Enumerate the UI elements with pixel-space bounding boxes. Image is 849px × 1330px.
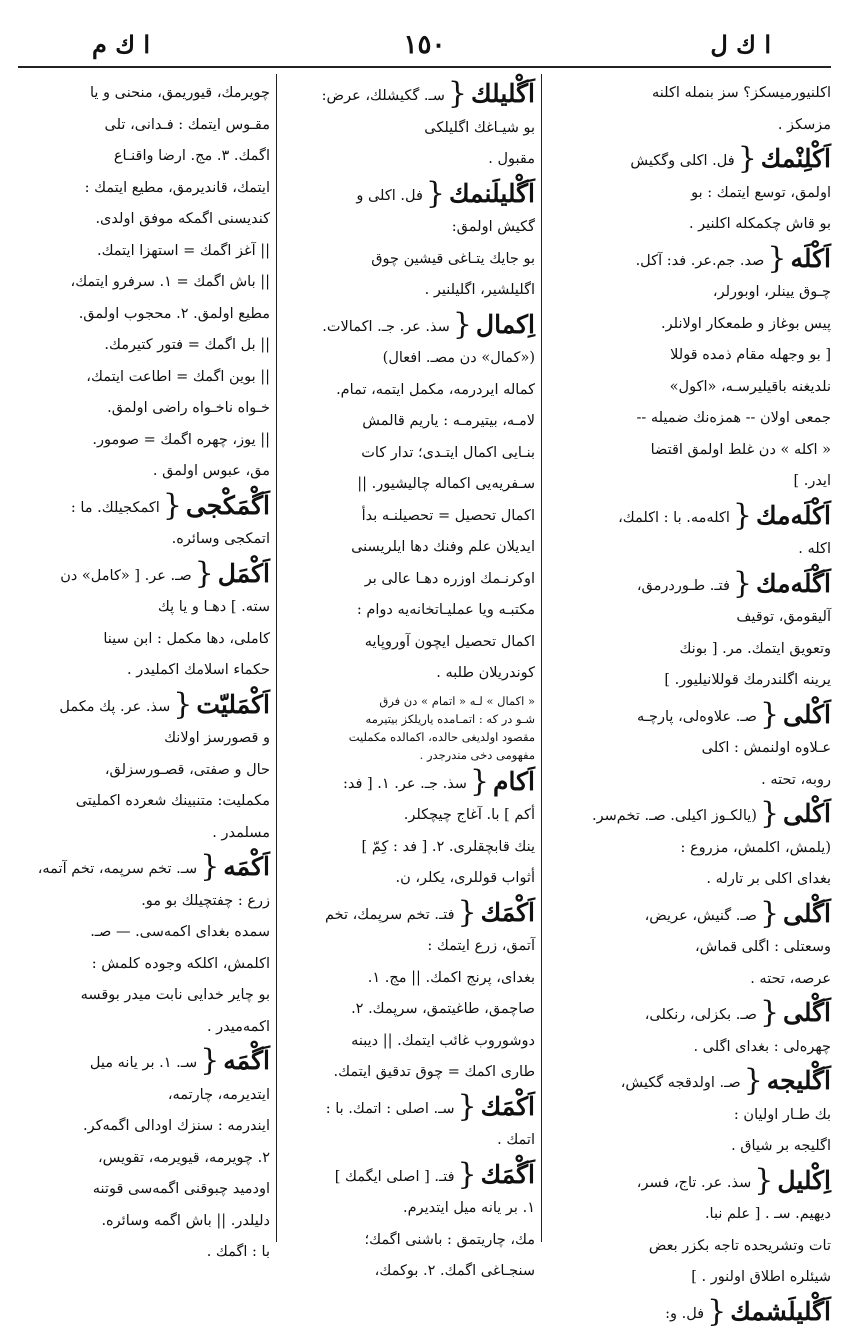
definition-line: ينك قابچقلرى. ٢. [ فد : كِمّ ] [362,839,535,855]
header-rule [18,66,831,68]
headword: اَكام [493,767,535,796]
definition-line: حال و صفتى، قصـورسزلق، [105,762,270,778]
dictionary-entry [18,490,270,556]
brace-mark: { [470,764,489,799]
brace-mark: { [195,556,214,591]
definition-line: فتـ. طـوردرمق، [637,578,730,594]
brace-mark: { [458,1157,477,1192]
definition-line: چـوق يينلر، اوبورلر، [713,284,831,300]
definition-line: كنديسنى اگمكه موفق اولدى. [95,211,270,227]
definition-line: || آغز اگمك = استهزا ايتمك. [97,243,270,259]
definition-line: اتمكجى وسائره. [172,531,270,547]
definition-line: مكمليت: متنبينك شعرده اكمليتى [76,793,270,809]
usage-note [283,692,535,764]
dictionary-entry [548,500,831,566]
dictionary-entry [18,558,270,687]
brace-mark: { [760,995,779,1030]
brace-mark: { [163,488,182,523]
definition-line: آليقومق، توقيف [736,609,831,625]
column-divider [541,74,542,1242]
definition-line: اكله‌مه. با : اكلمك، [618,510,730,526]
definition-line: جمعى اولان -- همزه‌نك ضميله -- [636,410,831,426]
definition-line: ايتديرمه، چارتمه، [168,1087,270,1103]
brace-mark: { [707,1294,726,1329]
definition-line: تات وتشريحده تاجه بكزر بعض [649,1238,831,1254]
brace-mark: { [458,895,477,930]
definition-line: بو جايك يتـاغى قيشين چوق [371,251,535,267]
definition-line: سذ. عر. پك مكمل [59,699,170,715]
definition-line: زرع : چفتچيلك بو مو. [141,893,270,909]
definition-line: چهره‌لى : بغداى اگلى . [693,1039,831,1055]
column-left [18,78,270,1248]
headword: اِكمال [476,310,535,339]
definition-line: ايتمك، قانديرمق، مطيع ايتمك : [85,180,270,196]
definition-line: فل. و: [665,1306,704,1322]
definition-line: [ بو وجهله مقام ذمده قوللا [670,347,831,363]
brace-mark: { [760,697,779,732]
dictionary-entry [18,689,270,850]
brace-mark: { [173,687,192,722]
definition-line: أكم ] با. آغاج چيچكلر. [404,807,535,823]
definition-line: || بل اگمك = فتور كتيرمك. [104,337,270,353]
headword: اَكْمَك [481,898,535,927]
definition-line: سـ. اصلى : اتمك. با : [326,1101,455,1117]
definition-line: شيئلره اطلاق اولنور . ] [691,1269,831,1285]
header-guide-word-right: ا ك ل [710,30,771,59]
dictionary-entry [283,78,535,176]
definition-line: روبه، تحته . [761,772,831,788]
dictionary-entry [283,1159,535,1288]
headword: اَكْمَك [481,1092,535,1121]
headword: اَكْمَليّت [196,690,270,719]
brace-mark: { [767,241,786,276]
definition-line: اكمال تحصيل ايچون آوروپايه [365,634,535,650]
definition-line: فل. اكلى وگكيش [630,153,734,169]
dictionary-entry [548,699,831,797]
headword: اَگْلى [783,899,831,928]
headword: اَگْمَكْجى [186,491,270,520]
headword: اَگْليلك [471,79,535,108]
definition-line: اگمك. ٣. مج. ارضا واقنـاع [114,148,270,164]
definition-line: اكلنيورميسكز؟ سز بنمله اكلنه‌ [652,85,831,101]
definition-line: حكماء اسلامك اكمليدر . [127,662,270,678]
definition-line: سنجـاغى اگمك. ٢. بوكمك، [375,1263,535,1279]
definition-line: گكيش اولمق: [452,219,535,235]
definition-line: فل. اكلى و [356,188,423,204]
definition-line: كاملى، دها مكمل : ابن سينا [103,631,270,647]
definition-line: || باش اگمك = ١. سرفرو ايتمك، [71,274,270,290]
dictionary-entry [283,766,535,895]
dictionary-entry [548,1165,831,1294]
dictionary-entry [548,1296,831,1330]
definition-line: آتمق، زرع ايتمك : [427,938,535,954]
dictionary-entry [548,243,831,498]
definition-line: سذ. عر. تاج، فسر، [637,1175,752,1191]
page-header [18,22,831,68]
definition-line: « اكمال » لـه « اتمام » دن فرق [379,694,535,708]
brace-mark: { [426,176,445,211]
definition-line: با : اگمك . [207,1244,270,1260]
definition-line: فتـ. تخم سرپمك، تخم [325,907,455,923]
headword: اَكْمَل [218,559,270,588]
definition-line: مقبول . [488,151,535,167]
dictionary-entry [18,851,270,1043]
headword: اَكْلِنْمك [761,144,831,173]
definition-line: صـ. گنيش، عريض، [645,908,757,924]
dictionary-entry [548,568,831,697]
header-guide-word-left: ا ك م [92,30,150,59]
definition-line: مفهومى دخى مندرجدر . [420,748,535,762]
definition-line: لامـه، بيتيرمـه : ياريم قالمش [362,413,535,429]
headword: اَگْلى [783,998,831,1027]
definition-line: وسعتلى : اگلى قماش، [695,939,831,955]
headword: اَگْمَه [223,1046,270,1075]
definition-line: نلديغنه باقيليرسـه، «اكول» [670,379,831,395]
definition-line: بك طـار اوليان : [734,1107,831,1123]
definition-line: بو شيـاغك اگليلكى [424,120,535,136]
definition-line: اگليجه بر شياق . [731,1138,831,1154]
brace-mark: { [733,566,752,601]
definition-line: صـ. اولدقجه گكيش، [621,1075,741,1091]
dictionary-entry [548,143,831,241]
definition-line: ٢. چويرمه، قيويرمه، تقويس، [98,1150,270,1166]
brace-mark: { [760,796,779,831]
definition-line: صـ. علاوه‌لى، پارچـه [637,709,757,725]
definition-line: صـ. عر. [ «كامل» دن [60,568,191,584]
definition-line: بو چاير خدايى نابت ميدر بوقسه [81,987,270,1003]
headword: اَكْلَه [790,244,831,273]
definition-line: وتعويق ايتمك. مر. [ بونك [679,641,831,657]
definition-line: مطيع اولمق. ٢. محجوب اولمق. [79,306,270,322]
definition-line: اوكرنـمك اوزره دهـا عالى بر [365,571,535,587]
column-middle [283,78,535,1248]
headword: اَكْمَه [223,852,270,881]
page-number: ١٥٠ [18,30,831,60]
definition-line: صد. جم.عر. فد: آكل. [636,253,765,269]
headword: اَگْليلَشمك [730,1297,831,1326]
brace-mark: { [744,1063,763,1098]
definition-line: چويرمك، قيوريمق، منحنى و يا [90,85,270,101]
definition-line: مزسكز . [778,117,831,133]
definition-line: مك، چاريتمق : باشنى اگمك؛ [365,1232,535,1248]
definition-line: صـ. بكزلى، رنكلى، [645,1007,757,1023]
definition-line: اكله . [798,541,831,557]
definition-line: اولمق، توسع ايتمك : بو [691,185,831,201]
definition-line: بغداى، پرنج اكمك. || مج. ١. [368,970,535,986]
definition-line: اكمه‌ميدر . [207,1019,270,1035]
dictionary-entry [283,178,535,307]
headword: اَگْلَه‌مك [756,569,831,598]
brace-mark: { [448,76,467,111]
definition-line: اكلمش، اكلكه وجوده كلمش : [92,956,270,972]
definition-line: سـ. ١. بر يانه ميل [90,1055,197,1071]
headword: اَكْلى [783,799,831,828]
definition-line: عرصه، تحته . [750,971,831,987]
definition-line: « اكله » دن غلط اولمق اقتضا [651,442,831,458]
column-divider [276,74,277,1242]
definition-line: سذ. جـ. عر. ١. [ فد: [343,776,467,792]
definition-line: اتمك . [497,1132,535,1148]
definition-line: كماله ايردرمه، مكمل ايتمه، تمام. [336,382,535,398]
definition-line: اودميد چبوقنى اگمه‌سى قوتنه [93,1181,270,1197]
definition-line: أثواب قوللرى، يكلر، ن. [395,870,535,886]
definition-line: مقـوس ايتمك : فـدانى، تلى [105,117,270,133]
definition-line: فتـ. [ اصلى ايگمك ] [335,1169,455,1185]
dictionary-entry [283,897,535,1089]
brace-mark: { [200,849,219,884]
definition-line: شـو در كه : اتمـامده ياريلكز بيتيرمه [366,712,535,726]
brace-mark: { [458,1089,477,1124]
brace-mark: { [754,1163,773,1198]
definition-line: دليلدر. || باش اگمه وسائره. [101,1213,270,1229]
definition-line: دوشوروب غائب ايتمك. || ديبنه [351,1033,535,1049]
dictionary-entry [18,1045,270,1269]
definition-line: سته. ] دهـا و يا پك [158,599,270,615]
definition-line: پيس بوغاز و طمعكار اولانلر. [661,316,831,332]
column-right [548,78,831,1248]
definition-line: يرينه اگلندرمك قوللانيليور. ] [664,672,831,688]
definition-line: مقصود اولديغى حالده، اكمالده مكمليت [349,730,535,744]
dictionary-entry [548,1065,831,1163]
dictionary-entry [548,898,831,996]
headword: اَگْليجه [767,1066,831,1095]
definition-line: اكمال تحصيل = تحصيلنـه بدأ [362,508,535,524]
definition-line: خـواه ناخـواه راضى اولمق. [107,400,270,416]
definition-line: ايندرمه : سنزك اودالى اگمه‌كر. [83,1118,270,1134]
brace-mark: { [200,1043,219,1078]
definition-line: ايدر. ] [793,473,831,489]
headword: اَكْلى [783,700,831,729]
brace-mark: { [733,498,752,533]
definition-line: مكتبـه ويا عمليـاتخانه‌يه دوام : [357,602,535,618]
definition-line: مسلمدر . [212,825,270,841]
headword: اَكْلَه‌مك [756,501,831,530]
definition-line: طارى اكمك = چوق تدقيق ايتمك. [334,1064,535,1080]
dictionary-entry [283,309,535,690]
definition-line: مق، عبوس اولمق . [153,463,270,479]
definition-line: اگليلشير، اگليلنير . [425,282,535,298]
definition-line: عـلاوه اولنمش : اكلى [702,740,831,756]
definition-line: سـ. گكيشلك، عرض: [322,88,445,104]
headword: اِكْليل [777,1166,831,1195]
definition-line: ايديلان علم وفنك دها ايلريسنى [351,539,535,555]
dictionary-entry [548,798,831,896]
definition-line: (يلمش، اكلمش، مزروع : [681,840,831,856]
definition-line: || يوز، چهره اگمك = صومور. [92,432,270,448]
definition-line: || بوين اگمك = اطاعت ايتمك، [86,369,270,385]
brace-mark: { [453,307,472,342]
definition-line: سـفريه‌يى اكماله چاليشيور. || [357,476,535,492]
definition-line: بغداى اكلى بر تارله . [706,871,831,887]
definition-line: كوندريلان طلبه . [436,665,535,681]
definition-line: (يالكـوز اكيلى. صـ. تخم‌سر. [592,808,757,824]
definition-line: بنـايى اكمال ايتـدى؛ تدار كات [361,445,535,461]
definition-line: و قصورسز اولانك [164,730,270,746]
dictionary-entry [283,1091,535,1157]
headword: اَگْمَك [481,1160,535,1189]
definition-line: سمده بغداى اكمه‌سى. — صـ. [90,924,270,940]
definition-line: سـ. تخم سرپمه، تخم آتمه، [38,861,197,877]
headword: اَگْليلَنمك [449,179,535,208]
brace-mark: { [738,141,757,176]
definition-line: صاچمق، طاغيتمق، سرپمك. ٢. [351,1001,535,1017]
dictionary-entry [18,78,270,488]
brace-mark: { [760,896,779,931]
definition-line: («كمال» دن مصـ. افعال) [383,350,535,366]
dictionary-entry [548,78,831,141]
definition-line: ديهيم. سـ . [ علم نبا. [705,1206,831,1222]
dictionary-entry [548,997,831,1063]
definition-line: سذ. عر. جـ. اكمالات. [322,319,450,335]
definition-line: ١. بر يانه ميل ايتديرم. [403,1200,535,1216]
definition-line: بو قاش چكمكله اكلنير . [689,216,831,232]
definition-line: اكمكجيلك. ما : [71,500,160,516]
